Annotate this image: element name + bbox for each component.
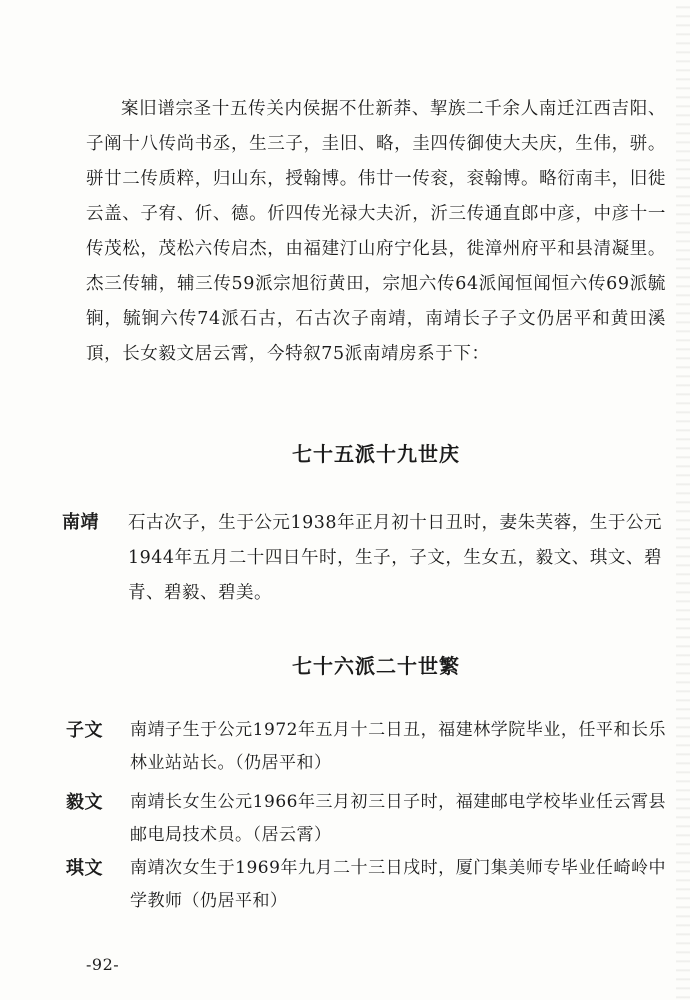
scan-edge-artifact	[676, 0, 690, 1000]
genealogy-entry-nanjing	[62, 506, 662, 611]
entry-text: 南靖次女生于1969年九月二十三日戌时，厦门集美师专毕业任崎岭中学教师（仍居平和）	[130, 858, 666, 911]
entry-text: 石古次子，生于公元1938年正月初十日丑时，妻朱芙蓉，生于公元1944年五月二十四日午时，生子，子文，生女五，毅文、琪文、碧青、碧毅、碧美。	[128, 513, 662, 603]
section-heading-75: 七十五派十九世庆	[292, 442, 460, 466]
entry-name: 毅文	[66, 792, 103, 813]
entry-text: 南靖子生于公元1972年五月十二日丑，福建林学院毕业，任平和长乐林业站站长。（仍居平和）	[130, 720, 666, 773]
entry-name: 南靖	[62, 512, 99, 533]
section-heading-76: 七十六派二十世繁	[292, 654, 460, 678]
entry-text: 南靖长女生公元1966年三月初三日子时，福建邮电学校毕业任云霄县邮电局技术员。（居云霄）	[130, 792, 666, 845]
entry-name: 子文	[66, 720, 103, 741]
genealogy-entry-yiwen	[66, 786, 666, 852]
genealogy-entry-qiwen	[66, 852, 666, 918]
entry-name: 琪文	[66, 858, 103, 879]
page-number: -92-	[86, 955, 120, 974]
genealogy-entry-ziwen	[66, 714, 666, 780]
intro-paragraph: 案旧谱宗圣十五传关内侯据不仕新莽、挈族二千余人南迁江西吉阳、子阐十八传尚书丞，生三子，圭旧、略，圭四传御使大夫庆，生伟，骈。骈廿二传质粹，归山东，授翰博。伟廿一传衮，衮翰博。略衍南丰，旧徙云盖、子宥、伒、德。伒四传光禄大夫沂，沂三传通直郎中彦，中彦十一传茂松，茂松六传启杰，由福建汀山府宁化县，徙漳州府平和县清凝里。杰三传辅，辅三传59派宗旭衍黄田，宗旭六传64派闻恒闻恒六传69派毓锏，毓锏六传74派石古，石古次子南靖，南靖长子子文仍居平和黄田溪頂，长女毅文居云霄，今特叙75派南靖房系于下：	[86, 99, 666, 364]
